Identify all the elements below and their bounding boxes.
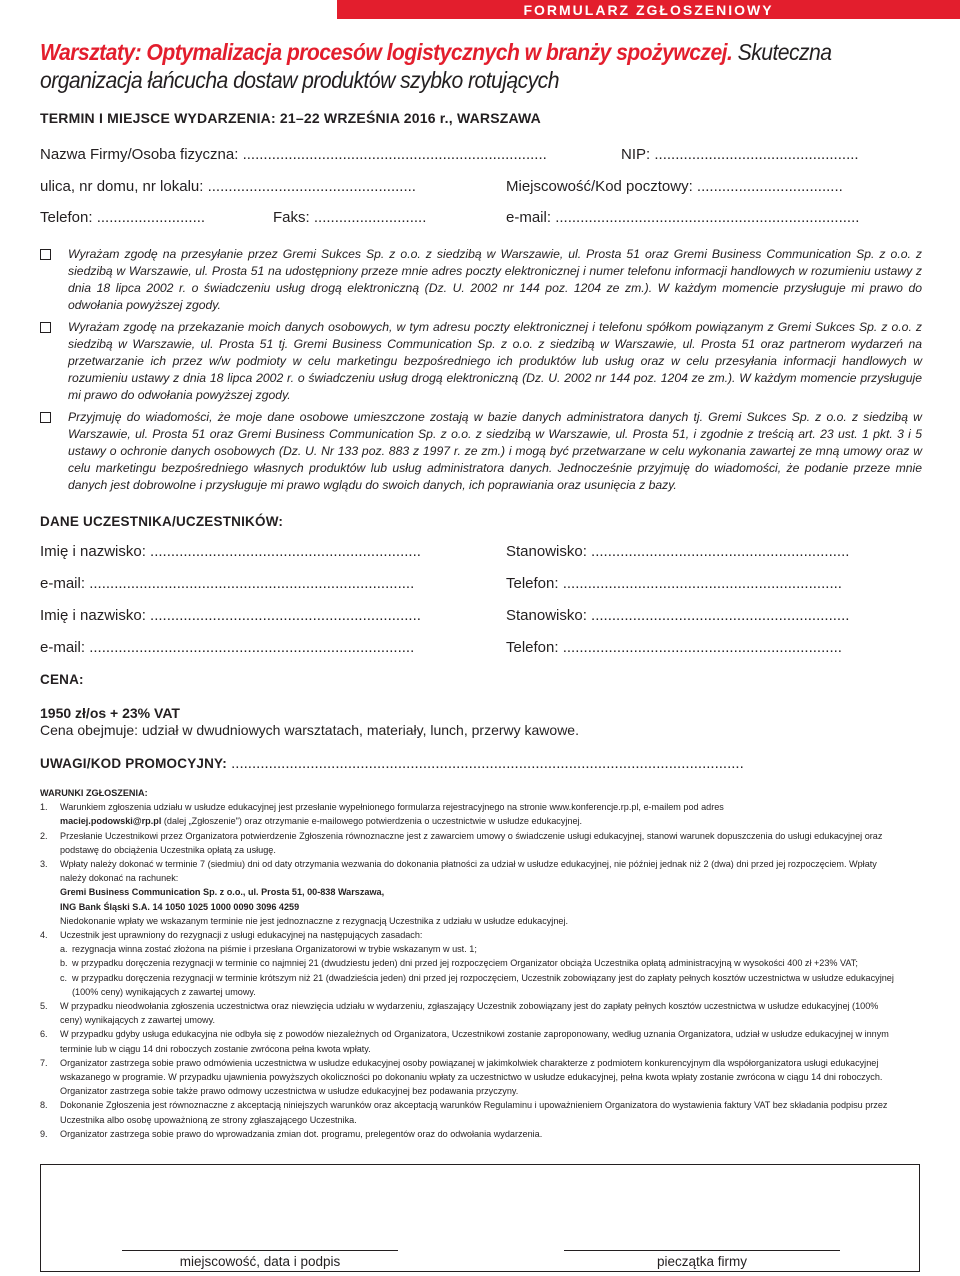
event-title-red: Warsztaty: Optymalizacja procesów logistycznych w branży spożywczej. — [40, 39, 733, 65]
terms-num: 4. — [40, 930, 48, 941]
email-field[interactable]: e-mail: ......................................................................... — [506, 209, 860, 226]
terms-num: 3. — [40, 859, 48, 870]
phone-label: Telefon: — [40, 209, 93, 226]
terms-num: 7. — [40, 1057, 48, 1068]
email-label: e-mail: — [506, 209, 552, 226]
terms-item-1 — [40, 800, 900, 828]
participant1-name-field[interactable]: Imię i nazwisko: ................................................................. — [40, 543, 421, 560]
terms-sub-text: w przypadku doręczenia rezygnacji w terminie co najmniej 21 (dwudziestu jeden) dni przed jej rozpoczęciem Organizator obciąża Uczestnika opłatą administracyjną w wysokości 400 zł +23% VAT; — [72, 958, 858, 969]
price-amount: 1950 zł/os + 23% VAT — [40, 705, 180, 721]
terms-text: Wpłaty należy dokonać w terminie 7 (siedmiu) dni od daty otrzymania wezwania do dokonania płatności za udział w usłudze edukacyjnej, nie później jednak niż 2 (dwa) dni przed jej rozpoczęciem. Wpłaty należy dokonać na rachunek: — [60, 859, 877, 884]
terms-text: Warunkiem zgłoszenia udziału w usłudze edukacyjnej jest przesłanie wypełnionego formularza rejestracyjnego na stronie www.konferencje.rp.pl, e-mailem pod adres — [60, 802, 724, 813]
form-header-label: FORMULARZ ZGŁOSZENIOWY — [523, 1, 774, 18]
fax-label: Faks: — [273, 209, 310, 226]
participant2-phone-label: Telefon: — [506, 639, 559, 656]
participant2-name-field[interactable]: Imię i nazwisko: ................................................................. — [40, 607, 421, 624]
street-label: ulica, nr domu, nr lokalu: — [40, 178, 204, 195]
participant2-position-field[interactable]: Stanowisko: .............................................................. — [506, 607, 850, 624]
terms-item-4 — [40, 928, 900, 942]
city-field[interactable]: Miejscowość/Kod pocztowy: ................................... — [506, 178, 843, 195]
terms-text: Niedokonanie wpłaty we wskazanym terminie nie jest jednoznaczne z rezygnacją Uczestnika z udziału w usłudze edukacyjnej. — [60, 915, 568, 926]
promo-label: UWAGI/KOD PROMOCYJNY: — [40, 756, 227, 771]
terms-text: Uczestnik jest uprawniony do rezygnacji z usługi edukacyjnej na następujących zasadach: — [60, 930, 423, 941]
participant2-email-field[interactable]: e-mail: .............................................................................. — [40, 639, 415, 656]
participant1-email-field[interactable]: e-mail: .............................................................................. — [40, 575, 415, 592]
nip-field[interactable]: NIP: ................................................. — [621, 146, 859, 163]
consent-item-1 — [40, 246, 922, 314]
terms-subitem-c — [40, 971, 900, 999]
terms-num: 5. — [40, 1001, 48, 1012]
terms-section — [40, 786, 900, 1141]
consent-item-3 — [40, 409, 922, 494]
city-label: Miejscowość/Kod pocztowy: — [506, 178, 693, 195]
price-heading: CENA: — [40, 672, 84, 687]
terms-sub-letter: c. — [60, 972, 68, 983]
consent-checkbox-2[interactable] — [40, 322, 51, 333]
firm-label: Nazwa Firmy/Osoba fizyczna: — [40, 146, 239, 163]
terms-item-6 — [40, 1027, 900, 1055]
signature-place-date-label: miejscowość, data i podpis — [179, 1254, 341, 1269]
signature-stamp-label: pieczątka firmy — [656, 1254, 748, 1269]
terms-text: W przypadku gdyby usługa edukacyjna nie odbyła się z powodów niezależnych od Organizatora, Uczestnikowi zostanie zaproponowany, według uznania Organizatora, udział w usłudze edukacyjnej w innym terminie lub w ciągu 14 dni roboczych zostanie zwrócona pełna kwota wpłaty. — [60, 1029, 889, 1054]
event-term: TERMIN I MIEJSCE WYDARZENIA: 21–22 WRZEŚNIA 2016 r., WARSZAWA — [40, 110, 541, 126]
terms-item-8 — [40, 1098, 900, 1126]
terms-subitem-b — [40, 956, 900, 970]
participant1-name-label: Imię i nazwisko: — [40, 543, 146, 560]
participant2-phone-field[interactable]: Telefon: ................................................................... — [506, 639, 842, 656]
consent-item-2 — [40, 319, 922, 404]
terms-title: WARUNKI ZGŁOSZENIA: — [40, 788, 148, 798]
participant1-position-label: Stanowisko: — [506, 543, 587, 560]
participant2-position-label: Stanowisko: — [506, 607, 587, 624]
terms-item-7 — [40, 1056, 900, 1099]
consent-checkbox-3[interactable] — [40, 412, 51, 423]
terms-item-9 — [40, 1127, 900, 1141]
terms-text: Dokonanie Zgłoszenia jest równoznaczne z akceptacją niniejszych warunków oraz akceptacją warunków Regulaminu i upoważnieniem Organizatora do wystawienia faktury VAT bez składania podpisu przez Uczestnika albo osobę upoważnioną ze strony zgłaszającego Uczestnika. — [60, 1100, 888, 1125]
participant1-position-field[interactable]: Stanowisko: .............................................................. — [506, 543, 850, 560]
consent-text-3: Przyjmuję do wiadomości, że moje dane osobowe umieszczone zostają w bazie danych administratora danych tj. Gremi Sukces Sp. z o.o. z siedzibą w Warszawie, ul. Prosta 51 oraz Gremi Business Communication Sp. z o.o. z siedzibą w Warszawie, ul. Prosta 51, i zgodnie z treścią art. 23 ust. 1 pkt. 3 i 5 ustawy o ochronie danych osobowych (Dz. U. Nr 133 poz. 883 z 1997 r. ze zm.) i mogą być przetwarzane w celu wykonania zawartej ze mną umowy oraz w celu marketingu bezpośredniego własnych produktów lub usług administratora danych. Jednocześnie przyjmuję do wiadomości, że podanie przeze mnie danych jest dobrowolne i przysługuje mi prawo wglądu do swoich danych, ich poprawiania oraz usunięcia z bazy. — [68, 410, 922, 492]
fax-field[interactable]: Faks: ........................... — [273, 209, 427, 226]
phone-field[interactable]: Telefon: .......................... — [40, 209, 206, 226]
street-field[interactable]: ulica, nr domu, nr lokalu: .................................................. — [40, 178, 416, 195]
bank-account: ING Bank Śląski S.A. 14 1050 1025 1000 0090 3096 4259 — [60, 901, 300, 912]
participant1-phone-label: Telefon: — [506, 575, 559, 592]
participant2-name-label: Imię i nazwisko: — [40, 607, 146, 624]
terms-subitem-a — [40, 942, 900, 956]
participant2-email-label: e-mail: — [40, 639, 86, 656]
bank-recipient: Gremi Business Communication Sp. z o.o., ul. Prosta 51, 00-838 Warszawa, — [60, 887, 385, 898]
terms-sub-letter: a. — [60, 944, 68, 955]
terms-text: W przypadku nieodwołania zgłoszenia uczestnictwa oraz niewzięcia udziału w wydarzeniu, zgłaszający Uczestnik zobowiązany jest do zapłaty pełnych kosztów uczestnictwa w usłudze edukacyjnej (100% ceny) wynikających z zawartej umowy. — [60, 1001, 879, 1026]
event-title-dark: Skuteczna organizacja łańcucha dostaw produktów szybko rotujących — [40, 39, 832, 93]
signature-line-right — [564, 1250, 840, 1251]
terms-sub-letter: b. — [60, 958, 68, 969]
terms-item-2 — [40, 829, 900, 857]
terms-sub-text: w przypadku doręczenia rezygnacji w terminie krótszym niż 21 (dwadzieścia jeden) dni przed jej rozpoczęciem, Uczestnik zobowiązany jest do zapłaty pełnych kosztów uczestnictwa w usłudze edukacyjnej (100% ceny) wynikających z zawartej umowy. — [72, 972, 894, 997]
consent-text-1: Wyrażam zgodę na przesyłanie przez Gremi Sukces Sp. z o.o. z siedzibą w Warszawie, ul. Prosta 51 oraz Gremi Business Communication Sp. z o.o. z siedzibą w Warszawie, ul. Prosta 51 na udostępniony przeze mnie adres poczty elektronicznej i numer telefonu informacji handlowych w rozumieniu ustawy z dnia 18 lipca 2002 r. o świadczeniu usług drogą elektroniczną (Dz. U. 2002 nr 144 poz. 1204 ze zm.). W każdym momencie przysługuje mi prawo do odwołania powyższej zgody. — [68, 247, 922, 312]
terms-item-3 — [40, 857, 900, 928]
participant1-phone-field[interactable]: Telefon: ................................................................... — [506, 575, 842, 592]
consent-checkbox-1[interactable] — [40, 249, 51, 260]
terms-sub-text: rezygnacja winna zostać złożona na piśmie i przesłana Organizatorowi w trybie wskazanym w ust. 1; — [72, 944, 477, 955]
signature-line-left — [122, 1250, 398, 1251]
terms-text: Organizator zastrzega sobie prawo odmówienia uczestnictwa w usłudze edukacyjnej osoby powiązanej w jakimkolwiek charakterze z podmiotem konkurencyjnym dla współorganizatora usługi edukacyjnej wskazanego w programie. W przypadku ujawnienia powyższych okoliczności po dokonaniu wpłaty za uczestnictwo w usłudze edukacyjnej, pełna kwota wpłaty zostanie zwrócona w ciągu 14 dni roboczych. Organizator zastrzega sobie także prawo odmowy uczestnictwa w usłudze edukacyjnej bez podawania przyczyny. — [60, 1057, 883, 1097]
terms-email-link[interactable]: maciej.podowski@rp.pl — [60, 816, 162, 827]
terms-text: Organizator zastrzega sobie prawo do wprowadzania zmian dot. programu, prelegentów oraz do odwołania wydarzenia. — [60, 1128, 543, 1139]
price-includes: Cena obejmuje: udział w dwudniowych warsztatach, materiały, lunch, przerwy kawowe. — [40, 722, 579, 738]
event-title — [40, 38, 931, 94]
terms-text: (dalej „Zgłoszenie") oraz otrzymanie e-mailowego potwierdzenia o uczestnictwie w usłudze edukacyjnej. — [161, 816, 583, 827]
terms-num: 1. — [40, 802, 48, 813]
participants-heading: DANE UCZESTNIKA/UCZESTNIKÓW: — [40, 514, 284, 529]
form-header-bar — [337, 0, 960, 19]
consent-text-2: Wyrażam zgodę na przekazanie moich danych osobowych, w tym adresu poczty elektronicznej i telefonu spółkom powiązanym z Gremi Sukces Sp. z o.o. z siedzibą w Warszawie, ul. Prosta 51 tj. Gremi Business Communication Sp. z o.o. z siedzibą w Warszawie, ul. Prosta 51 oraz partnerom wydarzeń na przetwarzanie ich przez w/w podmioty w celu marketingu bezpośredniego ich produktów lub usług oraz w celu przesyłania informacji handlowych w rozumieniu ustawy z dnia 18 lipca 2002 r. o świadczeniu usług drogą elektroniczną (Dz. U. 2002 nr 144 poz. 1204 ze zm.). W każdym momencie przysługuje mi prawo do odwołania powyższej zgody. — [68, 320, 922, 402]
terms-num: 2. — [40, 830, 48, 841]
terms-num: 6. — [40, 1029, 48, 1040]
promo-field[interactable]: UWAGI/KOD PROMOCYJNY: ........................................................................................................................... — [40, 755, 744, 772]
terms-num: 8. — [40, 1100, 48, 1111]
participant1-email-label: e-mail: — [40, 575, 86, 592]
price-block — [40, 705, 579, 739]
nip-label: NIP: — [621, 146, 651, 163]
terms-item-5 — [40, 999, 900, 1027]
firm-field[interactable]: Nazwa Firmy/Osoba fizyczna: ......................................................................... — [40, 146, 547, 163]
terms-num: 9. — [40, 1128, 48, 1139]
terms-text: Przesłanie Uczestnikowi przez Organizatora potwierdzenie Zgłoszenia równoznaczne jest z zawarciem umowy o świadczenie usługi edukacyjnej, stanowi warunek dopuszczenia do usługi edukacyjnej oraz podstawę do obciążenia Uczestnika opłatą za usługę. — [60, 830, 883, 855]
